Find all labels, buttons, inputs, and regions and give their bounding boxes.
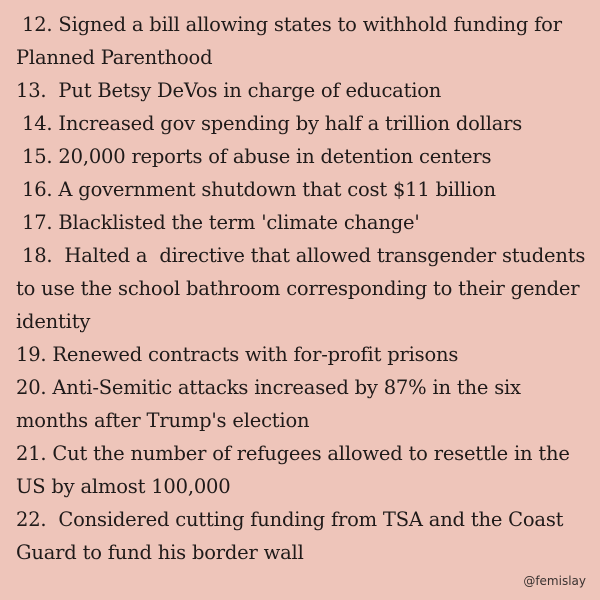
list-item: 19. Renewed contracts with for-profit prisons [16, 343, 459, 366]
list-item: 16. A government shutdown that cost $11 billion [16, 178, 496, 201]
list [16, 8, 592, 569]
list-item: 18. Halted a directive that allowed transgender students to use the school bathroom corresponding to their gender identity [16, 244, 592, 333]
list-item: 15. 20,000 reports of abuse in detention centers [16, 145, 492, 168]
list-item: 13. Put Betsy DeVos in charge of education [16, 79, 442, 102]
list-item: 20. Anti-Semitic attacks increased by 87% in the six months after Trump's election [16, 376, 527, 432]
list-item: 21. Cut the number of refugees allowed to resettle in the US by almost 100,000 [16, 442, 576, 498]
list-item: 22. Considered cutting funding from TSA and the Coast Guard to fund his border wall [16, 508, 570, 564]
list-item: 14. Increased gov spending by half a trillion dollars [16, 112, 523, 135]
author-handle: @femislay [523, 574, 586, 588]
list-item: 12. Signed a bill allowing states to withhold funding for Planned Parenthood [16, 13, 568, 69]
list-item: 17. Blacklisted the term 'climate change' [16, 211, 420, 234]
